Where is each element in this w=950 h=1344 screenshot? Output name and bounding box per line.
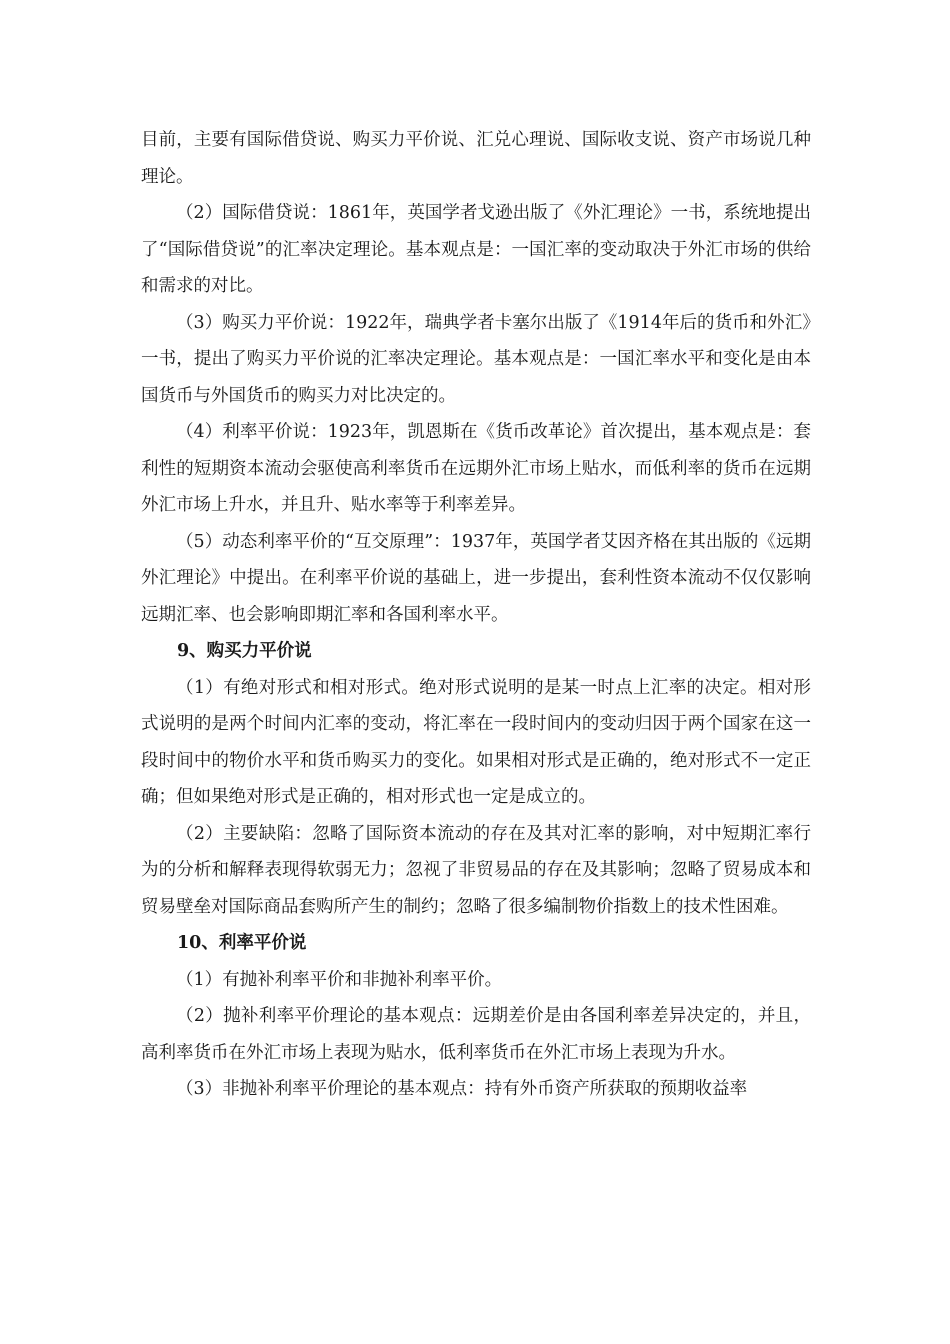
paragraph-uncovered-interest-parity: （3）非抛补利率平价理论的基本观点：持有外币资产所获取的预期收益率 [176,1079,748,1099]
paragraph-theories-intro: 目前，主要有国际借贷说、购买力平价说、汇兑心理说、国际收支说、资产市场说几种理论。 [141,130,811,187]
paragraph-ppp-forms: （1）有绝对形式和相对形式。绝对形式说明的是某一时点上汇率的决定。相对形式说明的是两个时间内汇率的变动，将汇率在一段时间内的变动归因于两个国家在这一段时间中的物价水平和货币购买力的变化。如果相对形式是正确的，绝对形式不一定正确；但如果绝对形式是正确的，相对形式也一定是成立的。 [141,677,811,807]
document-page [141,122,811,1108]
paragraph-international-lending-theory: （2）国际借贷说：1861年，英国学者戈逊出版了《外汇理论》一书，系统地提出了“国际借贷说”的汇率决定理论。基本观点是：一国汇率的变动取决于外汇市场的供给和需求的对比。 [141,203,811,296]
paragraph-ppp-defects: （2）主要缺陷：忽略了国际资本流动的存在及其对汇率的影响，对中短期汇率行为的分析和解释表现得软弱无力；忽视了非贸易品的存在及其影响；忽略了贸易成本和贸易壁垒对国际商品套购所产生的制约；忽略了很多编制物价指数上的技术性困难。 [141,823,811,917]
paragraph-dynamic-interest-parity: （5）动态利率平价的“互交原理”：1937年，英国学者艾因齐格在其出版的《远期外汇理论》中提出。在利率平价说的基础上，进一步提出，套利性资本流动不仅仅影响远期汇率、也会影响即期汇率和各国利率水平。 [141,531,811,625]
paragraph-interest-parity-history: （4）利率平价说：1923年，凯恩斯在《货币改革论》首次提出，基本观点是：套利性的短期资本流动会驱使高利率货币在远期外汇市场上贴水，而低利率的货币在远期外汇市场上升水，并且升、贴水率等于利率差异。 [141,422,811,515]
paragraph-interest-parity-types: （1）有抛补利率平价和非抛补利率平价。 [176,969,503,990]
section-heading-ppp: 9、购买力平价说 [177,641,312,661]
paragraph-ppp-theory-history: （3）购买力平价说：1922年，瑞典学者卡塞尔出版了《1914年后的货币和外汇》一书，提出了购买力平价说的汇率决定理论。基本观点是：一国汇率水平和变化是由本国货币与外国货币的购买力对比决定的。 [141,312,811,406]
section-heading-interest-parity: 10、利率平价说 [177,933,307,953]
paragraph-covered-interest-parity: （2）抛补利率平价理论的基本观点：远期差价是由各国利率差异决定的，并且，高利率货币在外汇市场上表现为贴水，低利率货币在外汇市场上表现为升水。 [141,1006,811,1063]
